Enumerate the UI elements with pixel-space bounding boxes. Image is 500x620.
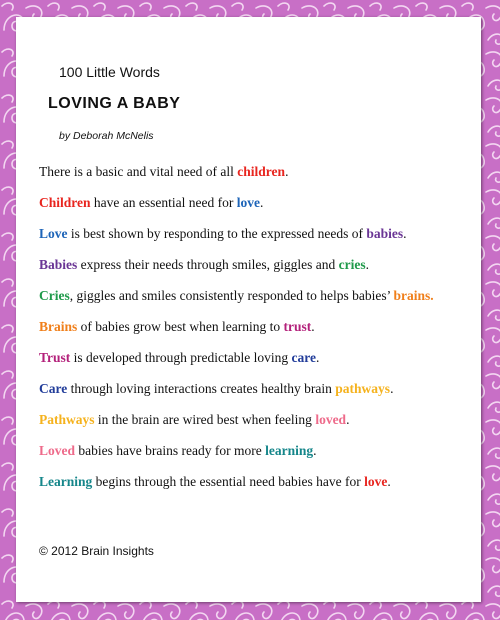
poem-line (39, 381, 474, 412)
poem-title: LOVING A BABY (48, 95, 181, 112)
keyword-cries: Cries (39, 288, 70, 303)
keyword-care: care (291, 350, 316, 365)
line-text: have an essential need for (90, 195, 237, 210)
line-text: . (311, 319, 315, 334)
keyword-loved: Loved (39, 443, 76, 458)
keyword-love: Love (39, 226, 68, 241)
keyword-children: children (237, 164, 286, 179)
poem-body (39, 164, 474, 505)
line-text: . (387, 474, 391, 489)
poem-line (39, 350, 474, 381)
poem-line (39, 443, 474, 474)
poem-line (39, 164, 474, 195)
keyword-children: love (364, 474, 388, 489)
line-text: . (346, 412, 350, 427)
keyword-pathways: pathways (335, 381, 391, 396)
author-byline: by Deborah McNelis (59, 130, 154, 142)
line-text: . (285, 164, 289, 179)
line-text: . (390, 381, 394, 396)
line-text: There is a basic and vital need of all (39, 164, 238, 179)
poem-line (39, 195, 474, 226)
line-text: . (315, 350, 320, 365)
poem-line (39, 257, 474, 288)
poem-line (39, 474, 474, 505)
keyword-trust: trust (283, 319, 312, 334)
keyword-brains: brains. (393, 288, 434, 303)
keyword-love: love (236, 195, 260, 210)
line-text: through loving interactions creates healthy brain (67, 381, 336, 396)
line-text: . (365, 257, 369, 272)
keyword-babies: Babies (39, 257, 78, 272)
keyword-children: Children (39, 195, 91, 210)
line-text: . (313, 443, 317, 458)
line-text: , giggles and smiles consistently responded to helps babies’ (69, 288, 394, 303)
keyword-loved: loved (315, 412, 347, 427)
poem-line (39, 319, 474, 350)
poem-line (39, 226, 474, 257)
keyword-care: Care (39, 381, 68, 396)
line-text: . (403, 226, 407, 241)
keyword-babies: babies (366, 226, 404, 241)
poem-card (16, 17, 481, 602)
line-text: express their needs through smiles, giggles and (77, 257, 339, 272)
line-text: babies have brains ready for more (75, 443, 266, 458)
line-text: begins through the essential need babies have for (92, 474, 365, 489)
line-text: . (259, 195, 264, 210)
line-text: of babies grow best when learning to (77, 319, 284, 334)
poem-line (39, 288, 474, 319)
series-title: 100 Little Words (59, 64, 160, 80)
keyword-pathways: Pathways (39, 412, 95, 427)
keyword-learning: learning (265, 443, 314, 458)
keyword-brains: Brains (39, 319, 78, 334)
copyright-notice: © 2012 Brain Insights (39, 544, 154, 558)
line-text: is best shown by responding to the expressed needs of (67, 226, 367, 241)
keyword-trust: Trust (39, 350, 71, 365)
line-text: is developed through predictable loving (70, 350, 292, 365)
keyword-cries: cries (338, 257, 366, 272)
poem-line (39, 412, 474, 443)
line-text: in the brain are wired best when feeling (94, 412, 316, 427)
keyword-learning: Learning (39, 474, 93, 489)
